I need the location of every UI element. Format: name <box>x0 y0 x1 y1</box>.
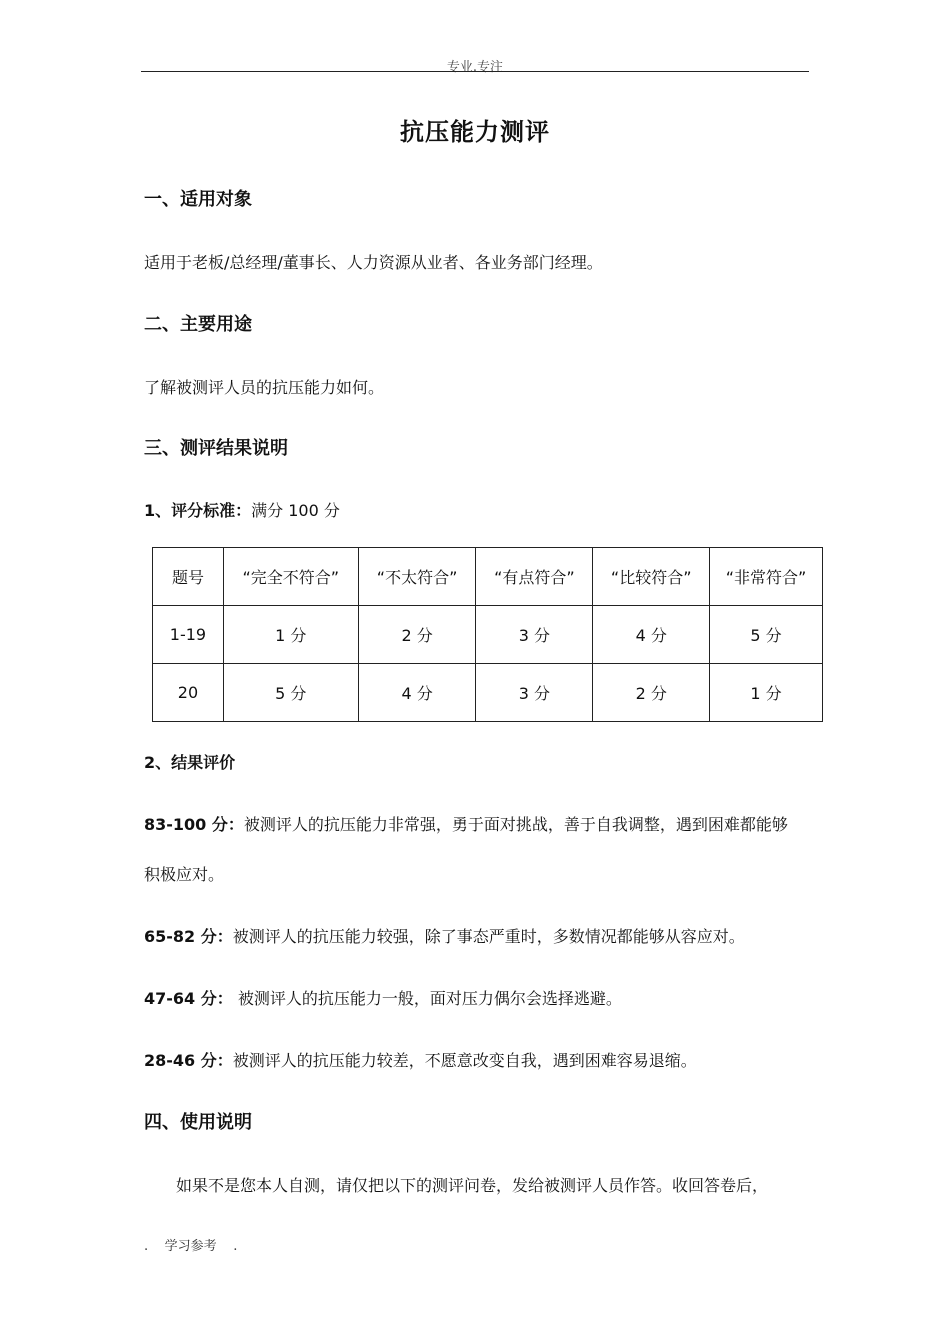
section-heading-4: 四、使用说明 <box>144 1112 252 1133</box>
scoring-standard <box>144 498 340 521</box>
table-header-row <box>153 548 823 606</box>
table-header-cell: “比较符合” <box>593 548 710 606</box>
document-title: 抗压能力测评 <box>400 118 550 146</box>
scoring-label: 1、评分标准： <box>144 501 252 520</box>
section-heading-1: 一、适用对象 <box>144 189 252 210</box>
table-cell: 1 分 <box>223 606 358 664</box>
header-rule <box>141 71 809 72</box>
result-text: 被测评人的抗压能力非常强，勇于面对挑战，善于自我调整，遇到困难都能够 <box>243 815 788 834</box>
table-row <box>153 664 823 722</box>
table-cell: 1-19 <box>153 606 224 664</box>
result-range: 65-82 分： <box>144 927 233 946</box>
page-header: 专业.专注 <box>446 60 504 75</box>
table-header-cell: “完全不符合” <box>223 548 358 606</box>
table-cell: 20 <box>153 664 224 722</box>
table-cell: 5 分 <box>710 606 823 664</box>
scoring-table <box>152 547 823 722</box>
scoring-value: 满分 100 分 <box>251 501 340 520</box>
section-text-1: 适用于老板/总经理/董事长、人力资源从业者、各业务部门经理。 <box>144 253 603 272</box>
result-range: 47-64 分： <box>144 989 233 1008</box>
result-item <box>144 924 745 947</box>
table-cell: 4 分 <box>593 606 710 664</box>
page-footer: . 学习参考 . <box>144 1239 238 1254</box>
section-heading-3: 三、测评结果说明 <box>144 438 288 459</box>
table-cell: 3 分 <box>476 664 593 722</box>
result-item <box>144 812 788 835</box>
table-cell: 2 分 <box>593 664 710 722</box>
table-row <box>153 606 823 664</box>
table-header-cell: “有点符合” <box>476 548 593 606</box>
result-item <box>144 1048 697 1071</box>
table-header-cell: “不太符合” <box>358 548 476 606</box>
result-range: 28-46 分： <box>144 1051 233 1070</box>
table-cell: 1 分 <box>710 664 823 722</box>
table-cell: 3 分 <box>476 606 593 664</box>
table-header-cell: 题号 <box>153 548 224 606</box>
table-cell: 2 分 <box>358 606 476 664</box>
result-range: 83-100 分： <box>144 815 244 834</box>
results-label: 2、结果评价 <box>144 753 236 772</box>
section-heading-2: 二、主要用途 <box>144 314 252 335</box>
result-item <box>144 986 622 1009</box>
result-text-continued: 积极应对。 <box>144 865 225 884</box>
result-text: 被测评人的抗压能力较强，除了事态严重时，多数情况都能够从容应对。 <box>232 927 745 946</box>
table-cell: 4 分 <box>358 664 476 722</box>
result-text: 被测评人的抗压能力一般，面对压力偶尔会选择逃避。 <box>232 989 622 1008</box>
table-header-cell: “非常符合” <box>710 548 823 606</box>
section-text-4: 如果不是您本人自测，请仅把以下的测评问卷，发给被测评人员作答。收回答卷后， <box>176 1176 769 1195</box>
results-heading <box>144 750 235 773</box>
result-text: 被测评人的抗压能力较差，不愿意改变自我，遇到困难容易退缩。 <box>232 1051 697 1070</box>
section-text-2: 了解被测评人员的抗压能力如何。 <box>144 378 385 397</box>
table-cell: 5 分 <box>223 664 358 722</box>
